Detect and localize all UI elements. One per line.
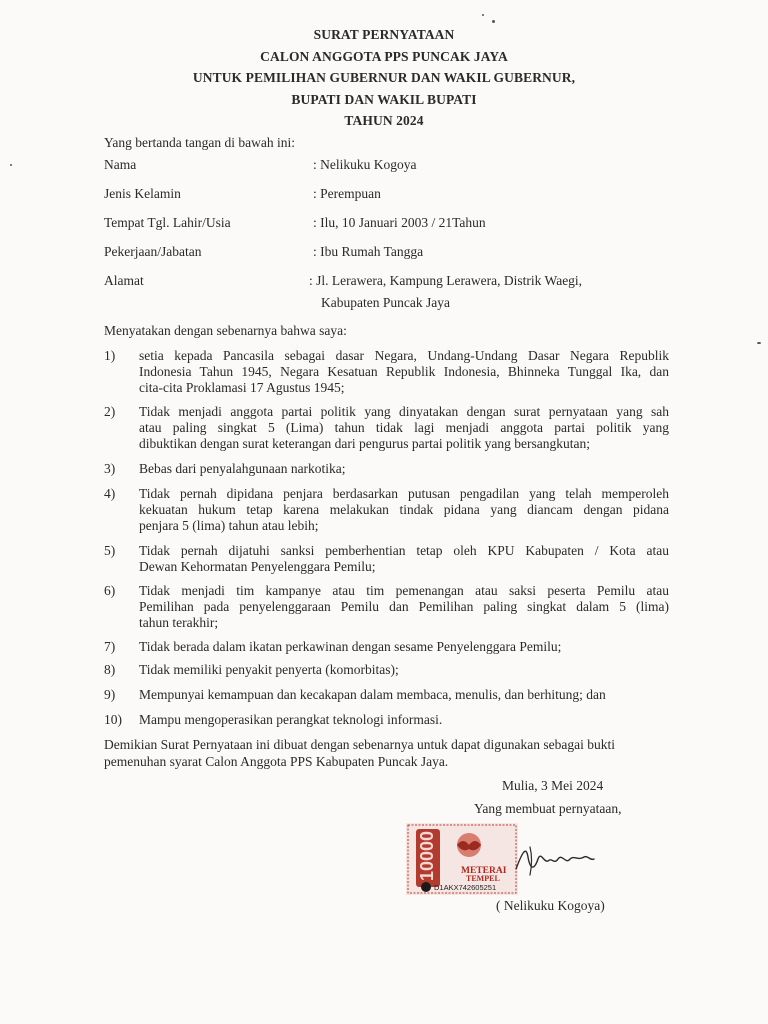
- list-item: [139, 348, 669, 396]
- item-number: 6): [104, 583, 116, 598]
- list-item: [139, 486, 669, 534]
- item-number: 4): [104, 486, 116, 501]
- scan-speck: [482, 14, 484, 16]
- list-item: [139, 712, 669, 728]
- title-line-2: CALON ANGGOTA PPS PUNCAK JAYA: [260, 49, 508, 64]
- item-line: Tidak pernah dijatuhi sanksi pemberhentian tetap oleh KPU Kabupaten / Kota atau: [139, 543, 669, 558]
- item-line: Tidak pernah dipidana penjara berdasarkan putusan pengadilan yang telah memperoleh: [139, 486, 669, 501]
- item-line: Tidak memiliki penyakit penyerta (komorbitas);: [139, 662, 399, 677]
- field-value-nama: : Nelikuku Kogoya: [313, 157, 417, 172]
- item-line: Mampu mengoperasikan perangkat teknologi informasi.: [139, 712, 443, 727]
- stamp-value: 10000: [417, 830, 437, 881]
- list-item: [139, 404, 669, 452]
- list-item: [139, 583, 669, 631]
- item-number: 8): [104, 662, 116, 677]
- meterai-stamp: [406, 823, 518, 895]
- field-value-tempat-lahir: : Ilu, 10 Januari 2003 / 21Tahun: [313, 215, 486, 230]
- field-value-alamat: : Jl. Lerawera, Kampung Lerawera, Distrik Waegi,: [309, 273, 583, 288]
- list-item: [139, 687, 669, 703]
- item-line: penjara 5 (lima) tahun atau lebih;: [139, 518, 319, 533]
- list-item: [139, 461, 669, 477]
- item-line: kekuatan hukum tetap karena melakukan tindak pidana yang diancam dengan pidana: [139, 502, 669, 517]
- item-line: tahun terakhir;: [139, 615, 219, 630]
- signer-caption: Yang membuat pernyataan,: [474, 801, 622, 816]
- signature-stroke: [530, 847, 532, 875]
- title-line-3: UNTUK PEMILIHAN GUBERNUR DAN WAKIL GUBERNUR,: [192, 70, 576, 85]
- signature-stroke: [516, 851, 594, 869]
- title-line-4: BUPATI DAN WAKIL BUPATI: [291, 92, 477, 107]
- field-value-alamat-line-2: Kabupaten Puncak Jaya: [321, 295, 450, 310]
- stamp-label-2: TEMPEL: [466, 874, 500, 883]
- closing-line-1: Demikian Surat Pernyataan ini dibuat dengan sebenarnya untuk dapat digunakan sebagai bukti: [104, 737, 615, 752]
- item-number: 7): [104, 639, 116, 654]
- signer-name: ( Nelikuku Kogoya): [496, 898, 605, 913]
- item-line: dibuktikan dengan surat keterangan dari pengurus partai politik yang bersangkutan;: [139, 436, 590, 451]
- item-number: 1): [104, 348, 116, 363]
- place-date: Mulia, 3 Mei 2024: [502, 778, 604, 793]
- item-line: Mempunyai kemampuan dan kecakapan dalam membaca, menulis, dan berhitung; dan: [139, 687, 606, 702]
- statement-intro: Menyatakan dengan sebenarnya bahwa saya:: [104, 323, 347, 338]
- field-value-jenis-kelamin: : Perempuan: [313, 186, 381, 201]
- signature: [508, 835, 596, 885]
- field-value-pekerjaan: : Ibu Rumah Tangga: [313, 244, 424, 259]
- item-line: Dewan Kehormatan Penyelenggara Pemilu;: [139, 559, 376, 574]
- item-line: atau paling singkat 5 (Lima) tahun tidak lagi menjadi anggota partai politik yang: [139, 420, 669, 435]
- item-number: 10): [104, 712, 122, 727]
- stamp-hologram: [421, 882, 431, 892]
- item-line: cita-cita Proklamasi 17 Agustus 1945;: [139, 380, 345, 395]
- field-label-nama: Nama: [104, 157, 137, 172]
- item-line: Tidak menjadi tim kampanye atau tim pemenangan atau saksi peserta Pemilu atau: [139, 583, 669, 598]
- item-line: setia kepada Pancasila sebagai dasar Negara, Undang-Undang Dasar Negara Republik: [139, 348, 669, 363]
- item-number: 9): [104, 687, 116, 702]
- stamp-label-1: METERAI: [461, 866, 507, 876]
- field-label-pekerjaan: Pekerjaan/Jabatan: [104, 244, 202, 259]
- field-label-tempat-lahir: Tempat Tgl. Lahir/Usia: [104, 215, 231, 230]
- item-line: Tidak menjadi anggota partai politik yang dinyatakan dengan surat pernyataan yang sah: [139, 404, 669, 419]
- title-line-5: TAHUN 2024: [344, 113, 424, 128]
- scan-speck: [757, 342, 761, 344]
- item-number: 3): [104, 461, 116, 476]
- item-line: Indonesia Tahun 1945, Negara Kesatuan Republik Indonesia, Bhinneka Tunggal Ika, dan: [139, 364, 669, 379]
- item-number: 2): [104, 404, 116, 419]
- item-line: Pemilihan pada penyelenggaraan Pemilu dan Pemilihan paling singkat dalam 5 (lima): [139, 599, 669, 614]
- intro-text: Yang bertanda tangan di bawah ini:: [104, 135, 295, 150]
- item-line: Tidak berada dalam ikatan perkawinan dengan sesame Penyelenggara Pemilu;: [139, 639, 562, 654]
- list-item: [139, 543, 669, 575]
- closing-line-2: pemenuhan syarat Calon Anggota PPS Kabupaten Puncak Jaya.: [104, 754, 449, 769]
- list-item: [139, 662, 669, 678]
- scan-speck: [492, 20, 495, 23]
- title-line-1: SURAT PERNYATAAN: [313, 27, 455, 42]
- item-line: Bebas dari penyalahgunaan narkotika;: [139, 461, 346, 476]
- item-number: 5): [104, 543, 116, 558]
- stamp-serial: D1AKX742605251: [434, 883, 497, 892]
- field-label-jenis-kelamin: Jenis Kelamin: [104, 186, 181, 201]
- list-item: [139, 639, 669, 655]
- field-label-alamat: Alamat: [104, 273, 144, 288]
- scan-speck: [10, 164, 12, 166]
